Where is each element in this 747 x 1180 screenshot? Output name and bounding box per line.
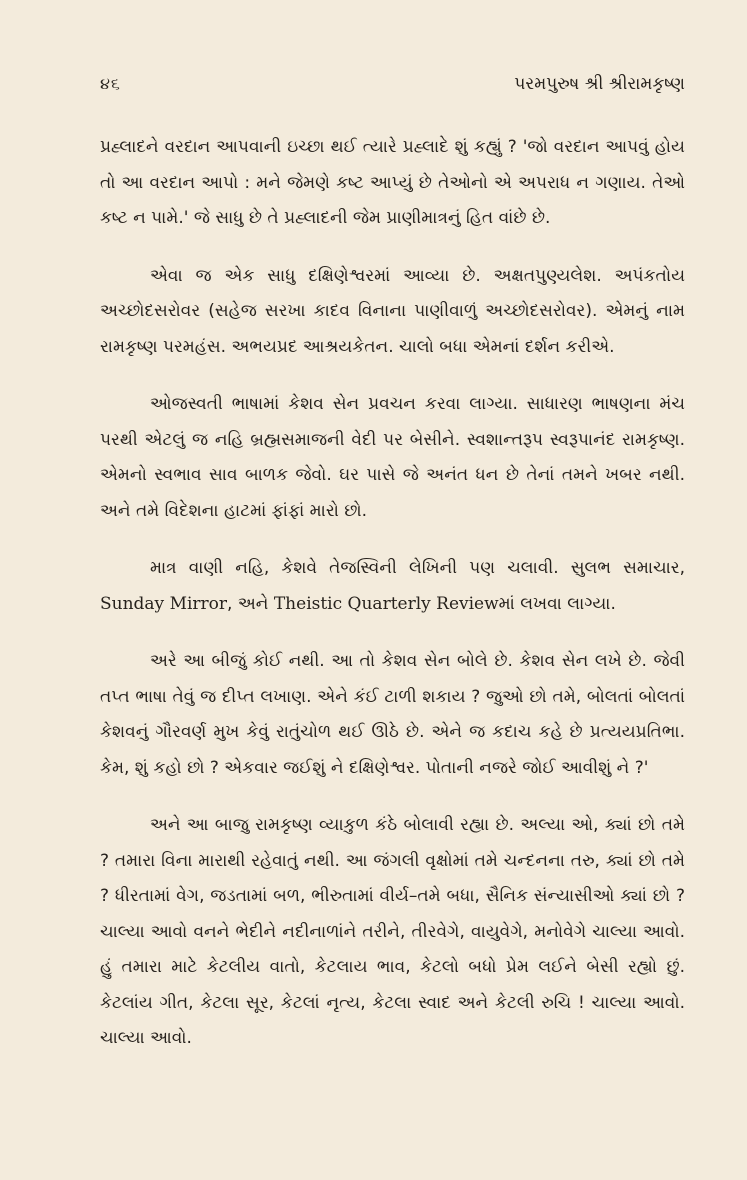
paragraph-keshav-speech: ઓજસ્વતી ભાષામાં કેશવ સેન પ્રવચન કરવા લાગ્યા. સાધારણ ભાષણના મંચ પરથી એટલું જ નહિ બ્રહ્મસમાજની વેદી પર બેસીને. સ્વશાન્તરૂપ સ્વરૂપાનંદ રામકૃષ્ણ. એમનો સ્વભાવ સાવ બાળક જેવો. ઘર પાસે જે અનંત ધન છે તેનાં તમને ખબર નથી. અને તમે વિદેશના હાટમાં ફાંફાં મારો છો.	[100, 394, 685, 521]
paragraph-text-before: માત્ર વાણી નહિ, કેશવે તેજસ્વિની લેખિની પણ ચલાવી. સુલભ સમાચાર,	[150, 558, 685, 578]
page-number: ૪૬	[100, 74, 121, 93]
publication-sunday-mirror: Sunday Mirror	[100, 593, 228, 614]
book-title: પરમપુરુષ શ્રી શ્રીરામકૃષ્ણ	[514, 74, 685, 94]
paragraph-keshav-writing	[100, 551, 685, 622]
paragraph-keshav-sen: અરે આ બીજું કોઈ નથી. આ તો કેશવ સેન બોલે છે. કેશવ સેન લખે છે. જેવી તપ્ત ભાષા તેવું જ દીપ્ત લખાણ. એને કંઈ ટાળી શકાય ? જુઓ છો તમે, બોલતાં બોલતાં કેશવનું ગૌરવર્ણ મુખ કેવું રાતુંચોળ થઈ ઊઠે છે. એને જ કદાચ કહે છે પ્રત્યયપ્રતિભા. કેમ, શું કહો છો ? એકવાર જઈશું ને દક્ષિણેશ્વર. પોતાની નજરે જોઈ આવીશું ને ?'	[100, 651, 685, 778]
paragraph-text-middle: , અને	[227, 593, 274, 614]
paragraph-dakshineswar: એવા જ એક સાધુ દક્ષિણેશ્વરમાં આવ્યા છે. અક્ષતપુણ્યલેશ. અપંકતોય અચ્છોદસરોવર (સહેજ સરખા કાદવ વિનાના પાણીવાળું અચ્છોદસરોવર). એમનું નામ રામકૃષ્ણ પરમહંસ. અભયપ્રદ આશ્રયકેતન. ચાલો બધા એમનાં દર્શન કરીએ.	[100, 265, 685, 357]
publication-theistic-quarterly-review: Theistic Quarterly Review	[273, 593, 499, 614]
running-header	[100, 74, 685, 104]
paragraph-text-after: માં લખવા લાગ્યા.	[498, 593, 616, 614]
paragraph-prahlad: પ્રહ્લાદને વરદાન આપવાની ઇચ્છા થઈ ત્યારે પ્રહ્લાદે શું કહ્યું ? 'જો વરદાન આપવું હોય તો આ વરદાન આપો : મને જેમણે કષ્ટ આપ્યું છે તેઓનો એ અપરાધ ન ગણાય. તેઓ કષ્ટ ન પામે.' જે સાધુ છે તે પ્રહ્લાદની જેમ પ્રાણીમાત્રનું હિત વાંછે છે.	[100, 137, 685, 228]
paragraph-ramakrishna-calling: અને આ બાજુ રામકૃષ્ણ વ્યાકુળ કંઠે બોલાવી રહ્યા છે. અલ્યા ઓ, ક્યાં છો તમે ? તમારા વિના મારાથી રહેવાતું નથી. આ જંગલી વૃક્ષોમાં તમે ચન્દનના તરુ, ક્યાં છો તમે ? ધીરતામાં વેગ, જડતામાં બળ, ભીરુતામાં વીર્ય–તમે બધા, સૈનિક સંન્યાસીઓ ક્યાં છો ? ચાલ્યા આવો વનને ભેદીને નદીનાળાંને તરીને, તીરવેગે, વાયુવેગે, મનોવેગે ચાલ્યા આવો. હું તમારા માટે કેટલીય વાતો, કેટલાય ભાવ, કેટલો બધો પ્રેમ લઈને બેસી રહ્યો છું. કેટલાંય ગીત, કેટલા સૂર, કેટલાં નૃત્ય, કેટલા સ્વાદ અને કેટલી રુચિ ! ચાલ્યા આવો. ચાલ્યા આવો.	[100, 815, 685, 1048]
